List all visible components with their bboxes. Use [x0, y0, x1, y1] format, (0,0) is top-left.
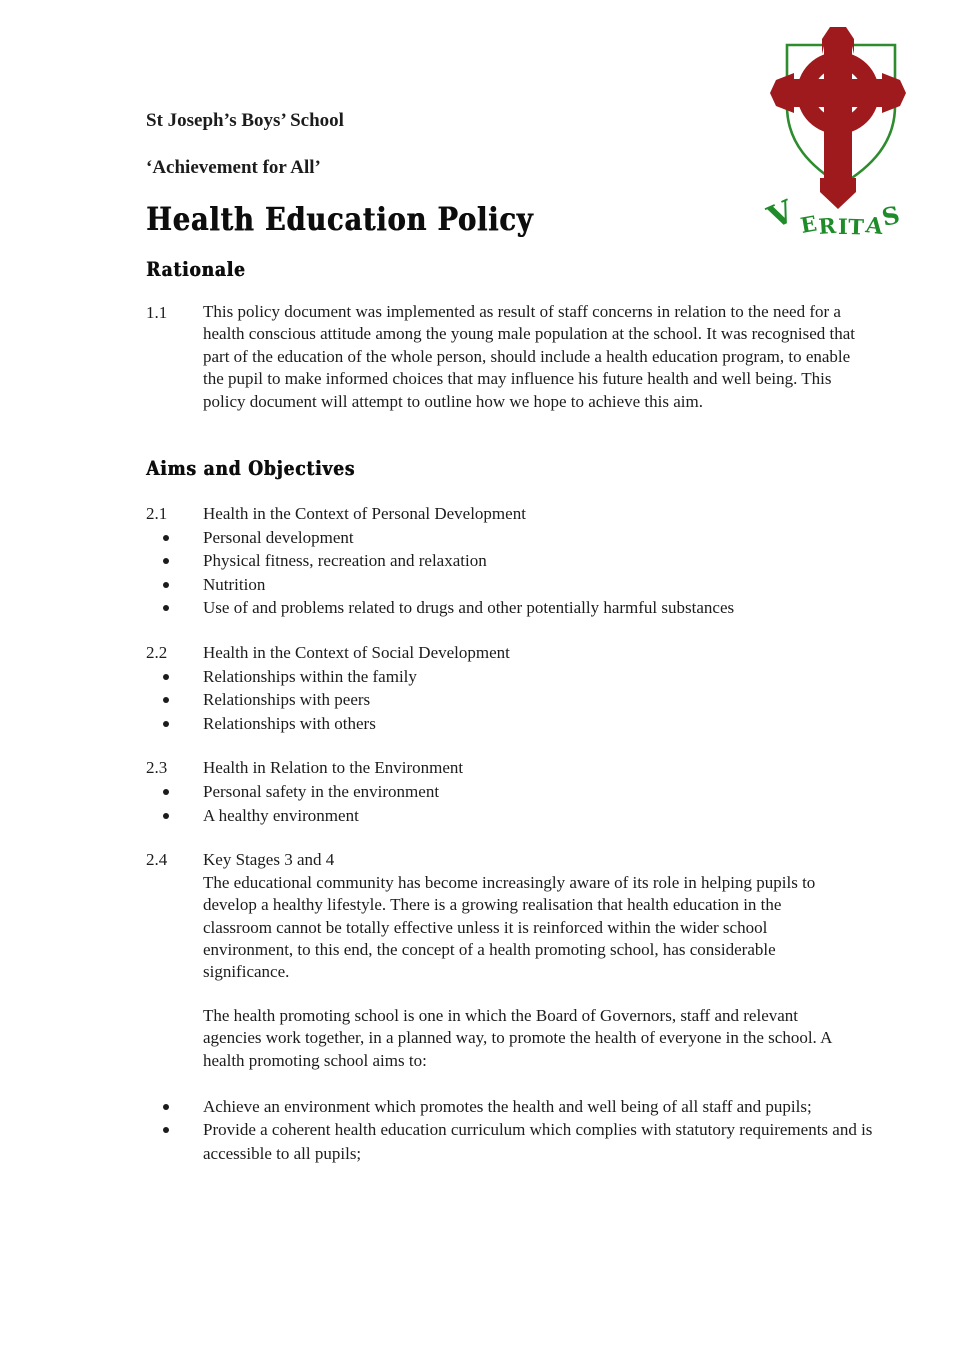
list-item	[146, 526, 878, 550]
rationale-paragraph: This policy document was implemented as result of staff concerns in relation to the need for a health conscious attitude among the young male population at the school. It was recognised that part of the education of the whole person, should include a health education program, to enable the pupil to make informed choices that may influence his future health and well being. This policy document will attempt to outline how we hope to achieve this aim.	[203, 302, 855, 411]
list-item-text: Physical fitness, recreation and relaxation	[203, 551, 487, 571]
health-promoting-aims-list	[146, 1095, 878, 1165]
list-item-text: Relationships with peers	[203, 690, 371, 710]
rationale-heading-text: Rationale	[146, 257, 246, 281]
cross-right-cap-icon	[882, 73, 906, 113]
section-number: 2.2	[146, 643, 168, 662]
policy-section-2-2	[146, 641, 878, 735]
bullet-icon	[146, 1118, 203, 1165]
section-title: Health in Relation to the Environment	[203, 758, 464, 778]
school-name: St Joseph’s Boys’ School	[146, 110, 344, 131]
list-item	[146, 1118, 878, 1165]
list-item	[146, 596, 878, 620]
section-paragraph: The educational community has become increasingly aware of its role in helping pupils to develop a healthy lifestyle. There is a growing realisation that health education in the classroom cannot be totally effective unless it is reinforced within the wider school environment, to this end, the concept of a health promoting school, has considerable significance.	[203, 872, 816, 982]
list-item	[146, 688, 878, 712]
document-page	[146, 0, 878, 1165]
school-motto: ‘Achievement for All’	[146, 157, 321, 178]
veritas-letter: E	[798, 210, 819, 238]
list-item-text: A healthy environment	[203, 805, 359, 825]
policy-section-2-3	[146, 756, 878, 827]
section-title: Key Stages 3 and 4	[203, 850, 335, 870]
section-number: 1.1	[146, 303, 168, 322]
bullet-icon	[146, 526, 203, 550]
list-item	[146, 780, 878, 804]
list-item	[146, 712, 878, 736]
aims-heading-text: Aims and Objectives	[146, 456, 356, 481]
list-item	[146, 804, 878, 828]
list-item	[146, 573, 878, 597]
list-item	[146, 549, 878, 573]
list-item-text: Relationships within the family	[203, 666, 417, 686]
list-item-text: Nutrition	[203, 574, 266, 594]
bullet-icon	[146, 712, 203, 736]
section-paragraph: The health promoting school is one in which the Board of Governors, staff and relevant agencies work together, in a planned way, to promote the health of everyone in the school. A health promoting school aims to:	[203, 1005, 832, 1070]
veritas-letter: A	[864, 212, 885, 241]
veritas-letter: S	[879, 199, 903, 232]
list-item-text: Personal safety in the environment	[203, 781, 440, 801]
veritas-letter: V	[762, 193, 800, 237]
list-item	[146, 1095, 878, 1118]
list-item-text: Personal development	[203, 527, 354, 547]
list-item-text: Achieve an environment which promotes the health and well being of all staff and pupils;	[203, 1097, 812, 1116]
list-item-text: Use of and problems related to drugs and other potentially harmful substances	[203, 598, 735, 618]
list-item-text: Provide a coherent health education curriculum which complies with statutory requirements and is accessible to all pupils;	[203, 1120, 873, 1163]
section-number: 2.1	[146, 504, 168, 524]
veritas-letter: T	[847, 214, 865, 240]
section-number: 2.4	[146, 850, 168, 870]
policy-section-2-1	[146, 502, 878, 620]
bullet-icon	[146, 665, 203, 689]
section-title: Health in the Context of Personal Development	[203, 504, 526, 524]
section-title: Health in the Context of Social Development	[203, 643, 510, 662]
list-item	[146, 665, 878, 689]
bullet-icon	[146, 804, 203, 828]
veritas-letter: I	[838, 214, 848, 239]
page-title	[146, 202, 878, 236]
veritas-letter: R	[817, 212, 837, 239]
aims-heading	[146, 457, 878, 479]
page-title-text: Health Education Policy	[146, 200, 534, 238]
bullet-icon	[146, 688, 203, 712]
bullet-icon	[146, 573, 203, 597]
rationale-heading	[146, 258, 878, 280]
rationale-section	[146, 301, 878, 413]
bullet-icon	[146, 1095, 203, 1118]
bullet-icon	[146, 596, 203, 620]
policy-section-2-4	[146, 848, 878, 1072]
bullet-icon	[146, 549, 203, 573]
list-item-text: Relationships with others	[203, 713, 376, 733]
section-number: 2.3	[146, 758, 168, 778]
bullet-icon	[146, 780, 203, 804]
